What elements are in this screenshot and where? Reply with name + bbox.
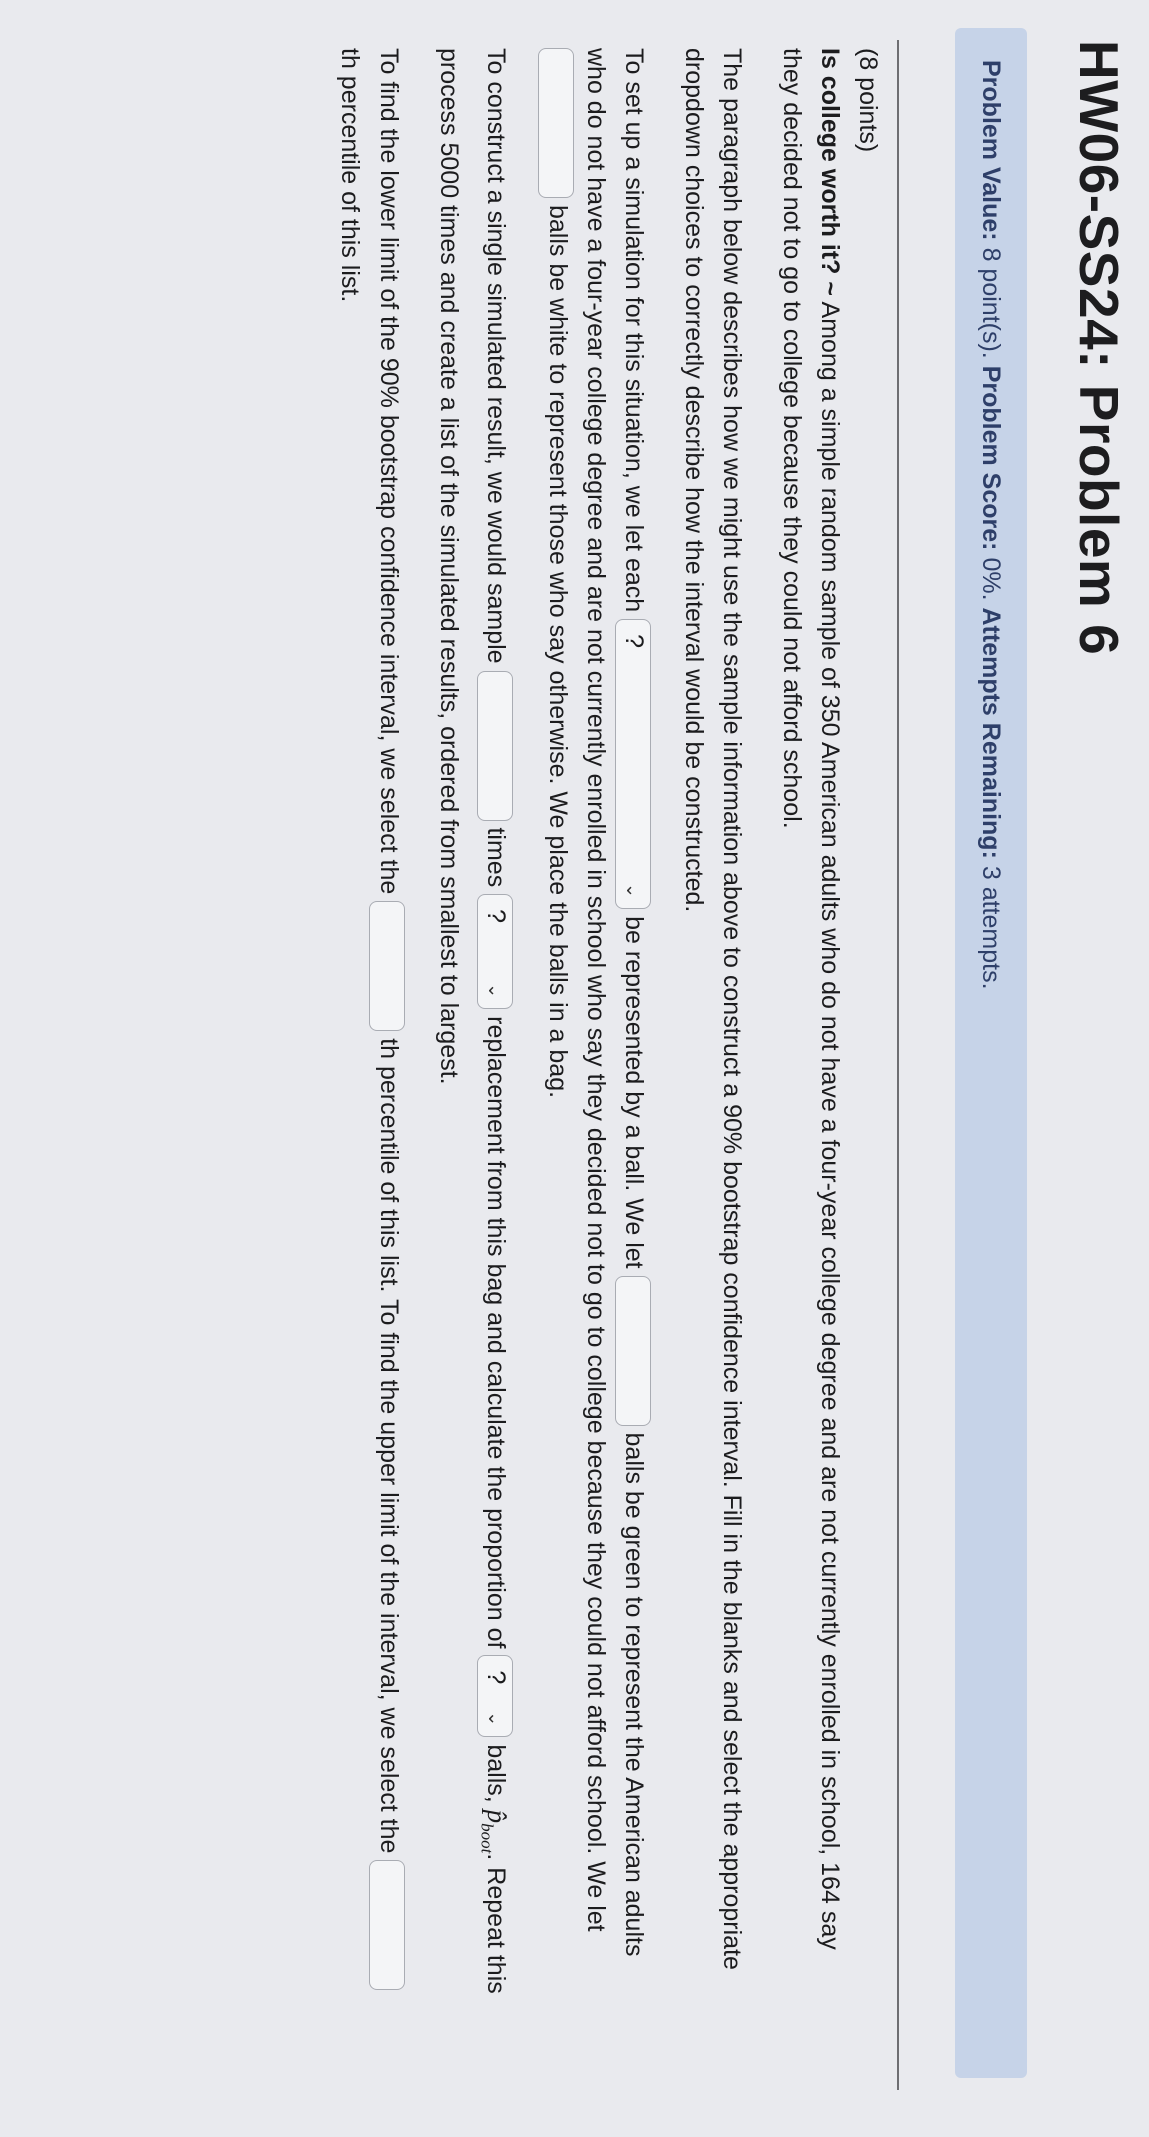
divider xyxy=(897,40,899,2090)
setup-text-3: balls be green to represent the American adults who do not have a four-year college degree and are not currently enrolled in school who say they decided not to go to college because they could not afford school. We let xyxy=(581,48,648,1957)
problem-score: 0%. xyxy=(977,557,1005,601)
p-hat-main: p̂ xyxy=(482,1809,513,1824)
instructions-text: The paragraph below describes how we might use the sample information above to construct a 90% bootstrap confidence interval. Fill in the blanks and select the appropriate dropdown choices to correctly describe how the interval would be constructed. xyxy=(680,48,746,1970)
unit-dropdown[interactable] xyxy=(615,619,651,909)
replacement-dropdown[interactable] xyxy=(477,894,513,1009)
replacement-dropdown-value: ? xyxy=(481,909,510,924)
limits-paragraph xyxy=(331,48,407,1998)
construct-text-5: . Repeat this process 5000 times and create a list of the simulated results, ordered from smallest to largest. xyxy=(434,48,511,1994)
problem-intro xyxy=(773,48,849,1998)
construct-text-3: replacement from this bag and calculate the proportion of xyxy=(482,1016,511,1649)
problem-body xyxy=(309,48,887,1998)
p-hat-subscript: boot xyxy=(477,1823,497,1854)
setup-text-2: be represented by a ball. We let xyxy=(620,916,648,1269)
sample-size-input[interactable] xyxy=(477,671,513,821)
construct-text-4: balls, xyxy=(482,1744,511,1803)
chevron-down-icon: ⌄ xyxy=(484,983,505,999)
setup-text-4: balls be white to represent those who say otherwise. We place the balls in a bag. xyxy=(543,204,572,1099)
setup-paragraph xyxy=(538,48,653,1998)
white-balls-input[interactable] xyxy=(538,48,574,198)
problem-heading: Is college worth it? ~ xyxy=(816,48,844,296)
problem-score-label: Problem Score: xyxy=(977,365,1005,551)
ball-color-dropdown[interactable] xyxy=(477,1655,513,1737)
p-hat-boot-symbol xyxy=(477,1809,513,1854)
attempts-remaining-label: Attempts Remaining: xyxy=(977,607,1005,859)
problem-info-banner xyxy=(955,28,1027,2078)
green-balls-input[interactable] xyxy=(615,1276,651,1426)
points-text: (8 points) xyxy=(854,48,882,153)
ball-color-dropdown-value: ? xyxy=(481,1670,510,1685)
limits-text-1: To find the lower limit of the 90% bootstrap confidence interval, we select the xyxy=(374,48,403,895)
chevron-down-icon: ⌄ xyxy=(484,1711,505,1727)
intro-text: Among a simple random sample of 350 American adults who do not have a four-year college degree and are not currently enrolled in school, 164 say they decided not to go to college because they could not afford school. xyxy=(778,48,844,1950)
construct-paragraph xyxy=(430,48,516,1998)
construct-text-2: times xyxy=(482,827,511,888)
page-title: HW06-SS24: Problem 6 xyxy=(1068,40,1130,656)
chevron-down-icon: ⌄ xyxy=(622,883,643,899)
attempts-remaining: 3 attempts. xyxy=(977,865,1005,990)
unit-dropdown-value: ? xyxy=(619,634,648,649)
problem-value: 8 point(s). xyxy=(977,247,1005,359)
limits-text-3: th percentile of this list. xyxy=(336,48,365,303)
lower-percentile-input[interactable] xyxy=(369,901,405,1031)
setup-text-1: To set up a simulation for this situation, we let each xyxy=(620,48,648,613)
problem-value-label: Problem Value: xyxy=(977,60,1005,241)
construct-text-1: To construct a single simulated result, we would sample xyxy=(482,48,511,664)
limits-text-2: th percentile of this list. To find the upper limit of the interval, we select the xyxy=(374,1038,403,1854)
upper-percentile-input[interactable] xyxy=(369,1860,405,1990)
